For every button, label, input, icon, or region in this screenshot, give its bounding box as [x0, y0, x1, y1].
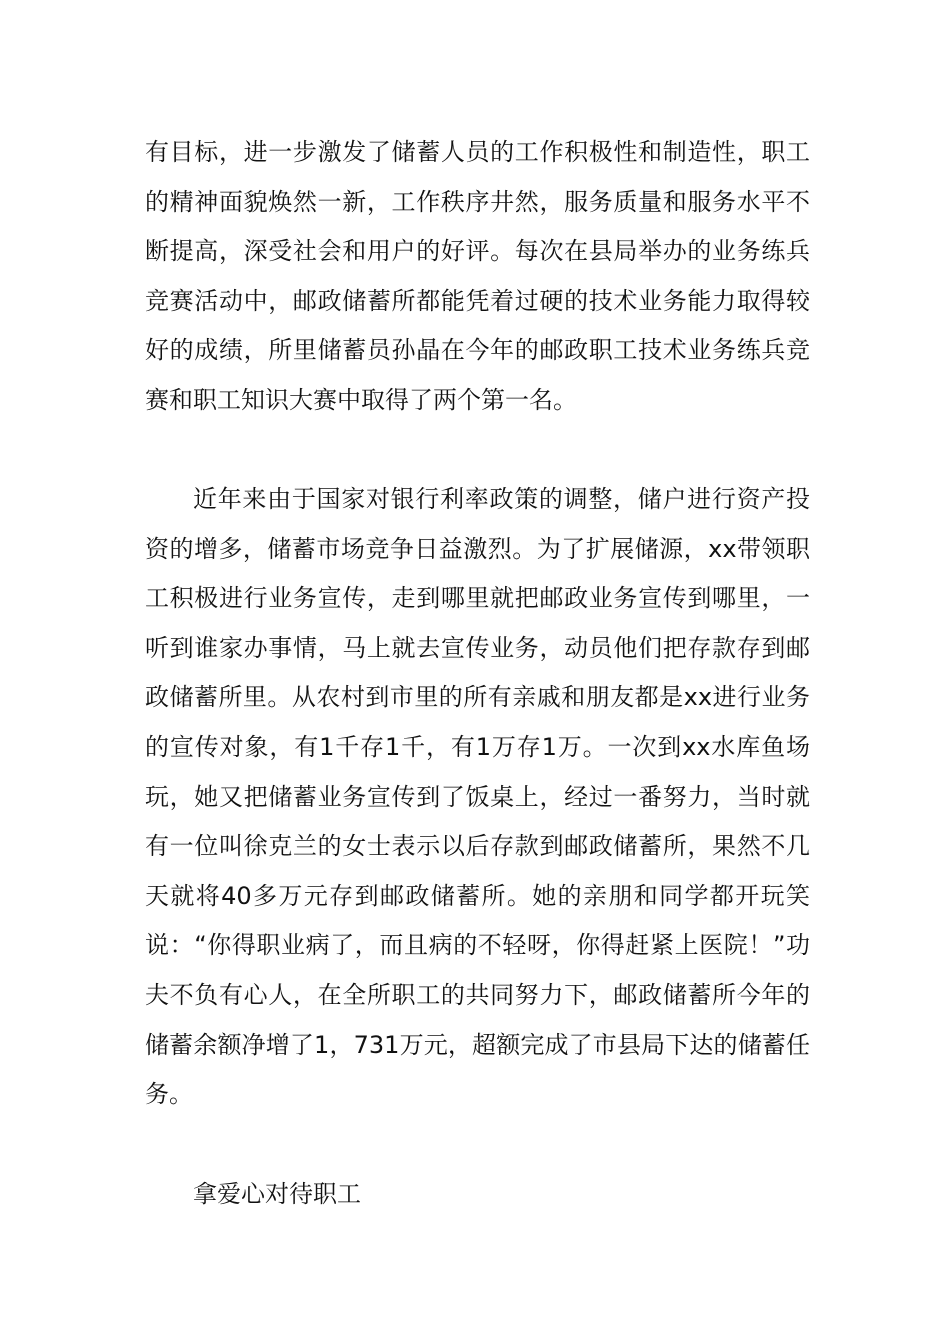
paragraph-1: 有目标，进一步激发了储蓄人员的工作积极性和制造性，职工的精神面貌焕然一新，工作秩序井然，服务质量和服务水平不断提高，深受社会和用户的好评。每次在县局举办的业务练兵竞赛活动中，邮政储蓄所都能凭着过硬的技术业务能力取得较好的成绩，所里储蓄员孙晶在今年的邮政职工技术业务练兵竞赛和职工知识大赛中取得了两个第一名。 [145, 138, 810, 414]
paragraph-2: 近年来由于国家对银行利率政策的调整，储户进行资产投资的增多，储蓄市场竞争日益激烈。为了扩展储源，xx带领职工积极进行业务宣传，走到哪里就把邮政业务宣传到哪里，一听到谁家办事情，马上就去宣传业务，动员他们把存款存到邮政储蓄所里。从农村到市里的所有亲戚和朋友都是xx进行业务的宣传对象，有1千存1千，有1万存1万。一次到xx水库鱼场玩，她又把储蓄业务宣传到了饭桌上，经过一番努力，当时就有一位叫徐克兰的女士表示以后存款到邮政储蓄所，果然不几天就将40多万元存到邮政储蓄所。她的亲朋和同学都开玩笑说：“你得职业病了，而且病的不轻呀，你得赶紧上医院！”功夫不负有心人，在全所职工的共同努力下，邮政储蓄所今年的储蓄余额净增了1，731万元，超额完成了市县局下达的储蓄任务。 [145, 485, 810, 1109]
section-heading: 拿爱心对待职工 [193, 1180, 361, 1208]
